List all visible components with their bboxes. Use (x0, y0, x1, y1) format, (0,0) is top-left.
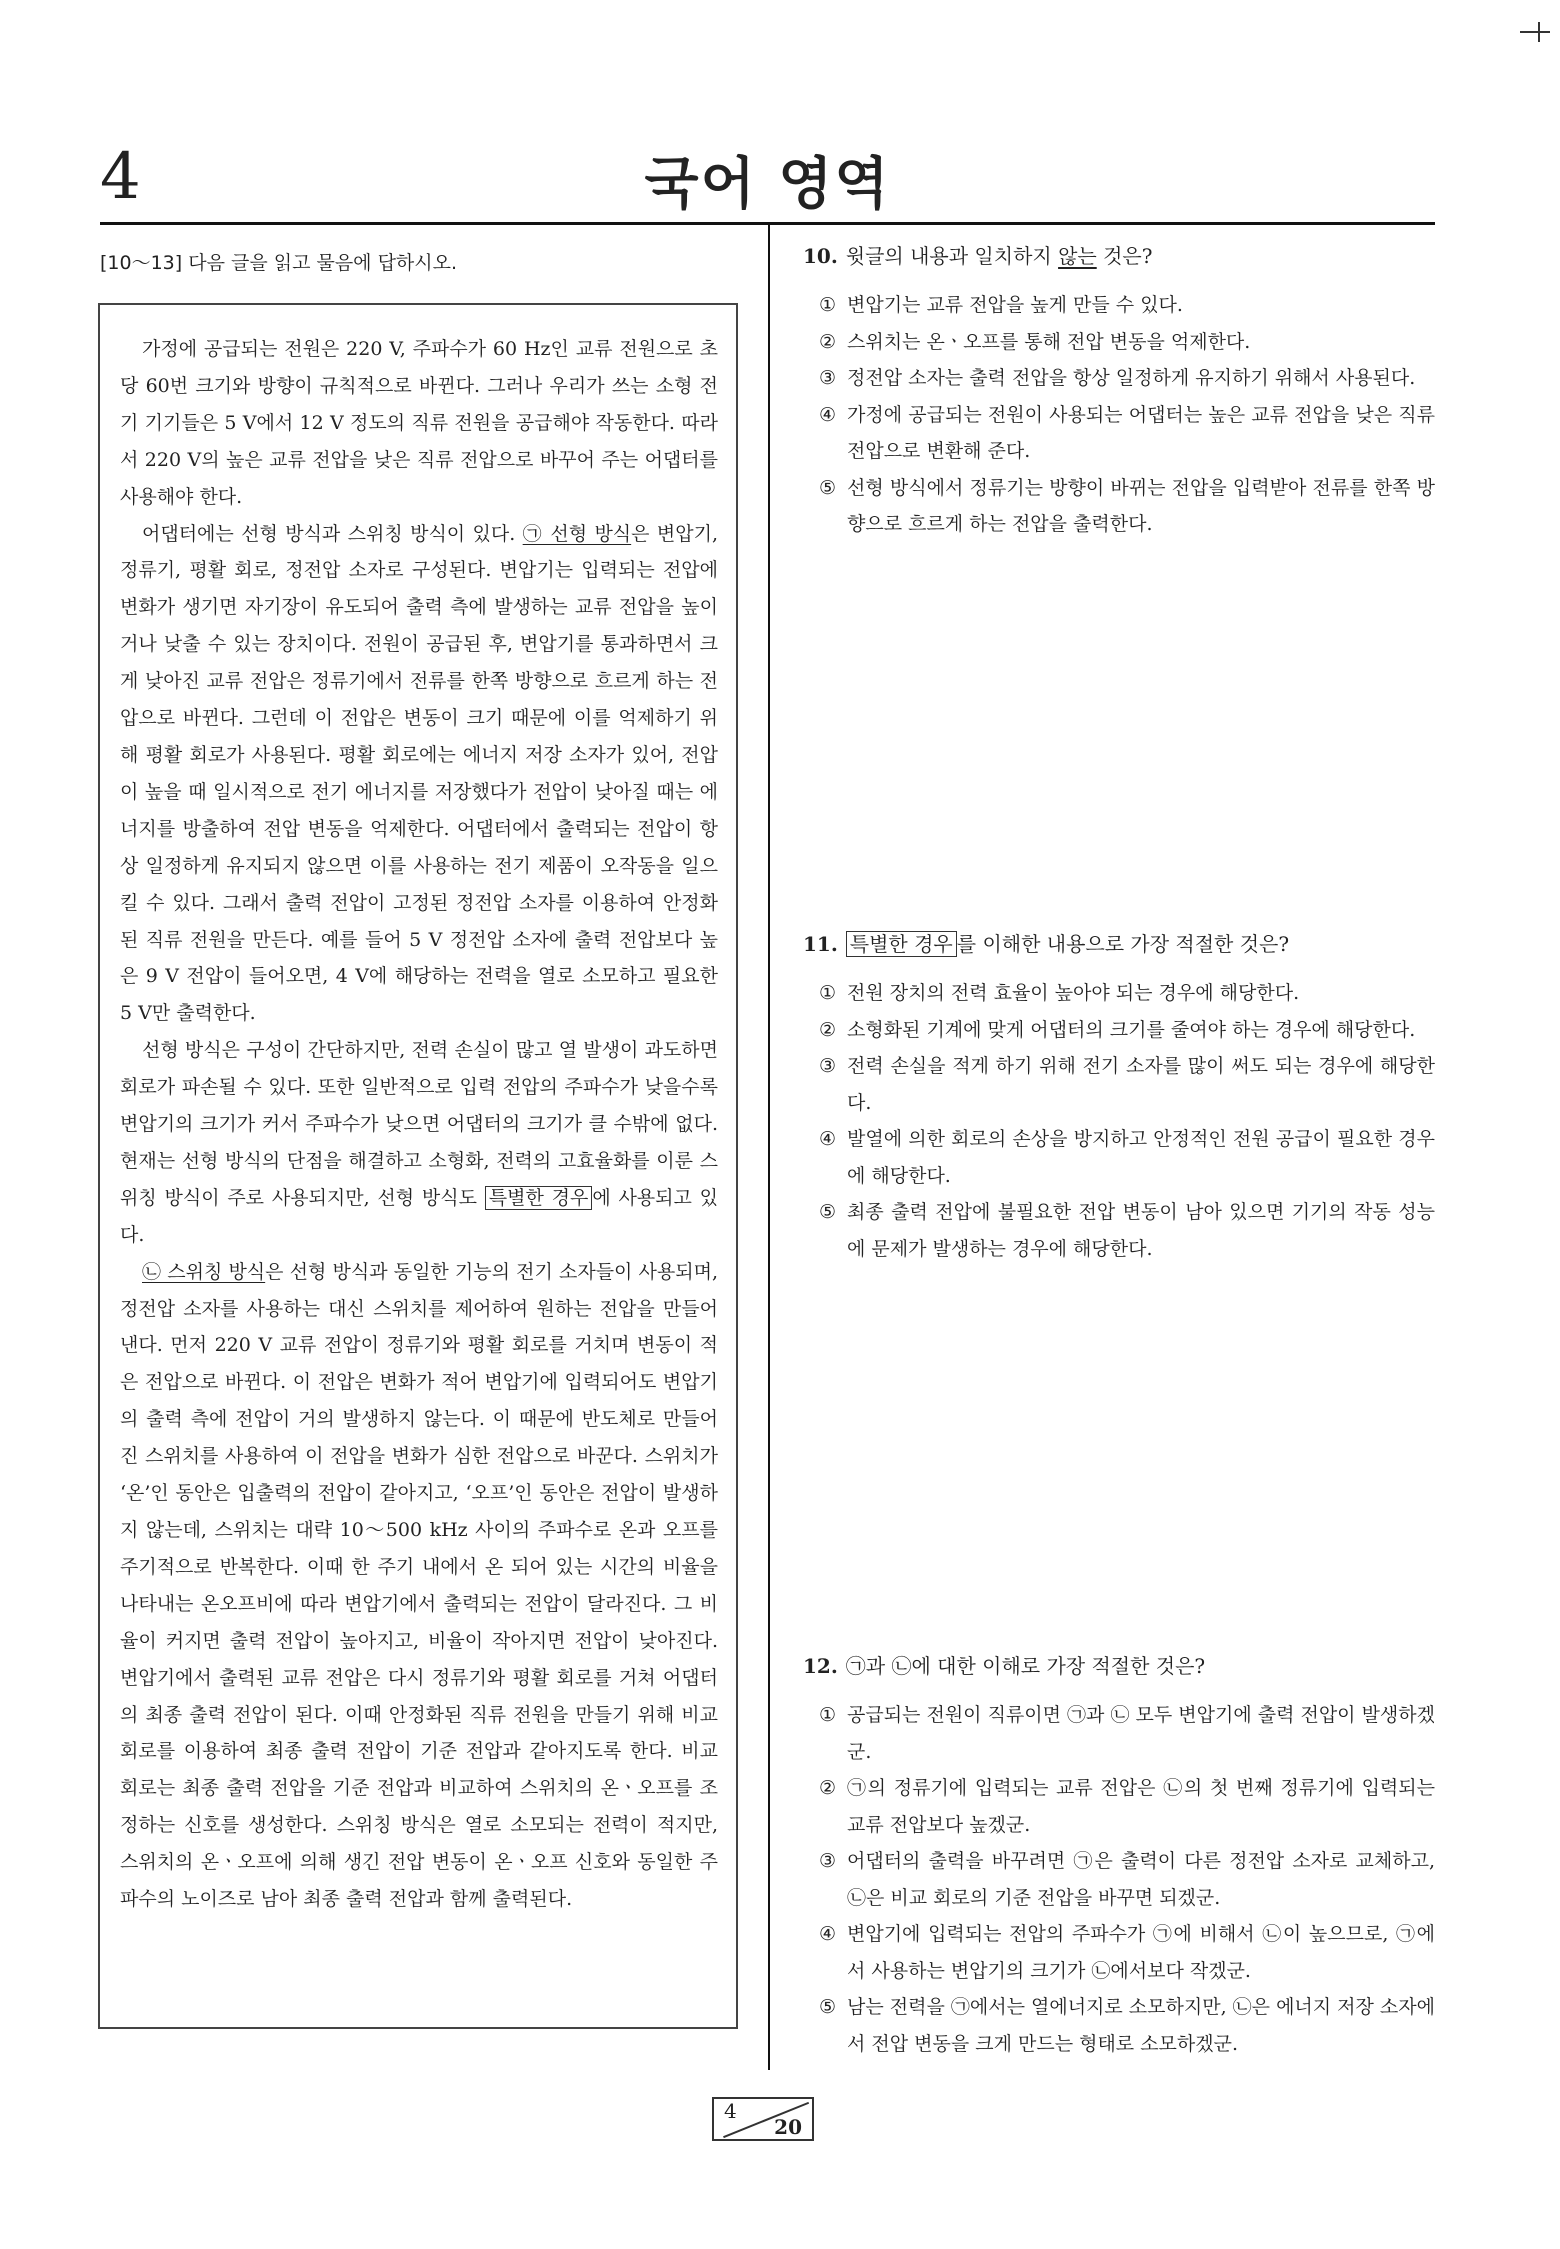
stem-emphasis: 않는 (1058, 244, 1097, 268)
option-marker: ② (819, 1777, 837, 1799)
passage-text: 에 사용되고 있다. (120, 1186, 718, 1246)
page-number: 4 (100, 140, 141, 214)
option-text: 어댑터의 출력을 바꾸려면 ㉠은 출력이 다른 정전압 소자로 교체하고, ㉡은 비교 회로의 기준 전압을 바꾸면 되겠군. (847, 1850, 1435, 1909)
option-marker: ③ (819, 1055, 837, 1077)
question-stem (803, 1650, 1435, 1679)
option-marker: ⑤ (819, 1201, 837, 1223)
option-text: 선형 방식에서 정류기는 방향이 바뀌는 전압을 입력받아 전류를 한쪽 방향으로 흐르게 하는 전압을 출력한다. (847, 476, 1435, 535)
question-number: 12. (803, 1654, 838, 1678)
crop-mark (1520, 22, 1550, 42)
option-4 (819, 397, 1435, 470)
option-text: 공급되는 전원이 직류이면 ㉠과 ㉡ 모두 변압기에 출력 전압이 발생하겠군. (847, 1704, 1435, 1763)
option-5 (819, 470, 1435, 543)
option-4 (819, 1916, 1435, 1989)
option-2 (819, 324, 1435, 361)
option-3 (819, 360, 1435, 397)
stem-boxed-term: 특별한 경우 (846, 931, 957, 957)
instruction: [10～13] 다음 글을 읽고 물음에 답하시오. (100, 252, 458, 274)
question-number: 10. (803, 244, 838, 268)
passage-paragraph-3 (120, 1032, 718, 1253)
passage-text: 은 선형 방식과 동일한 기능의 전기 소자들이 사용되며, 정전압 소자를 사용하는 대신 스위치를 제어하여 원하는 전압을 만들어 낸다. 먼저 220 V 교류 전압이 정류기와 평활 회로를 거치며 변동이 적은 전압으로 바뀐다. 이 전압은 변화가 적어 변압기에 입력되어도 변압기의 출력 측에 전압이 거의 발생하지 않는다. 이 때문에 반도체로 만들어진 스위치를 사용하여 이 전압을 변화가 심한 전압으로 바꾼다. 스위치가 ‘온’인 동안은 입출력의 전압이 같아지고, ‘오프’인 동안은 전압이 발생하지 않는데, 스위치는 대략 10～500 kHz 사이의 주파수로 온과 오프를 주기적으로 반복한다. 이때 한 주기 내에서 온 되어 있는 시간의 비율을 나타내는 온오프비에 따라 변압기에서 출력되는 전압이 달라진다. 그 비율이 커지면 출력 전압이 높아지고, 비율이 작아지면 전압이 낮아진다. 변압기에서 출력된 교류 전압은 다시 정류기와 평활 회로를 거쳐 어댑터의 최종 출력 전압이 된다. 이때 안정화된 직류 전원을 만들기 위해 비교 회로를 이용하여 최종 출력 전압이 기준 전압과 같아지도록 한다. 비교 회로는 최종 출력 전압을 기준 전압과 비교하여 스위치의 온ㆍ오프를 조정하는 신호를 생성한다. 스위칭 방식은 열로 소모되는 전력이 적지만, 스위치의 온ㆍ오프에 의해 생긴 전압 변동이 온ㆍ오프 신호와 동일한 주파수의 노이즈로 남아 최종 출력 전압과 함께 출력된다. (120, 1260, 718, 1911)
passage-paragraph-4 (120, 1254, 718, 1918)
option-2 (819, 1012, 1435, 1049)
option-3 (819, 1843, 1435, 1916)
option-marker: ⑤ (819, 1996, 837, 2018)
reading-passage (98, 303, 738, 2029)
passage-text: 은 변압기, 정류기, 평활 회로, 정전압 소자로 구성된다. 변압기는 입력되는 전압에 변화가 생기면 자기장이 유도되어 출력 측에 발생하는 교류 전압을 높이거나 낮출 수 있는 장치이다. 전원이 공급된 후, 변압기를 통과하면서 크게 낮아진 교류 전압은 정류기에서 전류를 한쪽 방향으로 흐르게 하는 전압으로 바뀐다. 그런데 이 전압은 변동이 크기 때문에 이를 억제하기 위해 평활 회로가 사용된다. 평활 회로에는 에너지 저장 소자가 있어, 전압이 높을 때 일시적으로 전기 에너지를 저장했다가 전압이 낮아질 때는 에너지를 방출하여 전압 변동을 억제한다. 어댑터에서 출력되는 전압이 항상 일정하게 유지되지 않으면 이를 사용하는 전기 제품이 오작동을 일으킬 수 있다. 그래서 출력 전압이 고정된 정전압 소자를 이용하여 안정화된 직류 전원을 만든다. 예를 들어 5 V 정전압 소자에 출력 전압보다 높은 9 V 전압이 들어오면, 4 V에 해당하는 전력을 열로 소모하고 필요한 5 V만 출력한다. (120, 522, 718, 1025)
term-linear-method: ㉠ 선형 방식 (522, 522, 632, 545)
option-text: 전원 장치의 전력 효율이 높아야 되는 경우에 해당한다. (847, 982, 1300, 1004)
option-marker: ⑤ (819, 476, 837, 499)
option-2 (819, 1770, 1435, 1843)
total-pages: 20 (774, 2115, 802, 2139)
passage-paragraph-1: 가정에 공급되는 전원은 220 V, 주파수가 60 Hz인 교류 전원으로 초당 60번 크기와 방향이 규칙적으로 바뀐다. 그러나 우리가 쓰는 소형 전기 기기들은 5 V에서 12 V 정도의 직류 전원을 공급해야 작동한다. 따라서 220 V의 높은 교류 전압을 낮은 직류 전압으로 바꾸어 주는 어댑터를 사용해야 한다. (120, 338, 718, 508)
option-marker: ④ (819, 1128, 837, 1150)
option-marker: ① (819, 982, 837, 1004)
page-counter (712, 2097, 814, 2141)
option-text: 남는 전력을 ㉠에서는 열에너지로 소모하지만, ㉡은 에너지 저장 소자에서 전압 변동을 크게 만드는 형태로 소모하겠군. (847, 1996, 1435, 2055)
term-switching-method: ㉡ 스위칭 방식 (142, 1260, 266, 1283)
current-page: 4 (724, 2099, 737, 2123)
question-stem (803, 240, 1435, 269)
stem-text: 것은? (1096, 244, 1153, 268)
option-marker: ② (819, 330, 837, 353)
passage-paragraph-2 (120, 516, 718, 1033)
option-text: 소형화된 기계에 맞게 어댑터의 크기를 줄여야 하는 경우에 해당한다. (847, 1018, 1416, 1041)
option-marker: ④ (819, 403, 837, 426)
section-title: 국어 영역 (644, 152, 891, 217)
question-10 (803, 240, 1435, 543)
option-marker: ② (819, 1018, 837, 1041)
option-marker: ① (819, 294, 837, 316)
stem-text: 윗글의 내용과 일치하지 (845, 244, 1059, 268)
left-column (98, 248, 738, 2029)
option-1 (819, 1697, 1435, 1770)
term-special-case: 특별한 경우 (485, 1186, 593, 1210)
option-text: 스위치는 온ㆍ오프를 통해 전압 변동을 억제한다. (847, 330, 1251, 353)
question-number: 11. (803, 932, 838, 956)
option-5 (819, 1989, 1435, 2062)
option-marker: ③ (819, 1850, 837, 1872)
option-text: ㉠의 정류기에 입력되는 교류 전압은 ㉡의 첫 번째 정류기에 입력되는 교류 전압보다 높겠군. (847, 1777, 1435, 1836)
question-12 (803, 1650, 1435, 2062)
option-text: 발열에 의한 회로의 손상을 방지하고 안정적인 전원 공급이 필요한 경우에 해당한다. (847, 1128, 1435, 1187)
option-text: 최종 출력 전압에 불필요한 전압 변동이 남아 있으면 기기의 작동 성능에 문제가 발생하는 경우에 해당한다. (847, 1201, 1435, 1260)
option-1 (819, 975, 1435, 1012)
option-marker: ④ (819, 1923, 837, 1945)
passage-text: 선형 방식은 구성이 간단하지만, 전력 손실이 많고 열 발생이 과도하면 회로가 파손될 수 있다. 또한 일반적으로 입력 전압의 주파수가 낮을수록 변압기의 크기가 커서 주파수가 낮으면 어댑터의 크기가 클 수밖에 없다. 현재는 선형 방식의 단점을 해결하고 소형화, 전력의 고효율화를 이룬 스위칭 방식이 주로 사용되지만, 선형 방식도 (120, 1039, 718, 1209)
stem-text: 를 이해한 내용으로 가장 적절한 것은? (956, 932, 1290, 956)
option-marker: ① (819, 1704, 837, 1726)
option-5 (819, 1194, 1435, 1267)
option-4 (819, 1121, 1435, 1194)
option-text: 변압기는 교류 전압을 높게 만들 수 있다. (847, 294, 1183, 316)
passage-text: 어댑터에는 선형 방식과 스위칭 방식이 있다. (142, 522, 523, 545)
question-11 (803, 928, 1435, 1267)
option-text: 정전압 소자는 출력 전압을 항상 일정하게 유지하기 위해서 사용된다. (847, 367, 1416, 389)
option-text: 변압기에 입력되는 전압의 주파수가 ㉠에 비해서 ㉡이 높으므로, ㉠에서 사용하는 변압기의 크기가 ㉡에서보다 작겠군. (847, 1923, 1435, 1982)
stem-text: ㉠과 ㉡에 대한 이해로 가장 적절한 것은? (845, 1654, 1206, 1678)
option-text: 가정에 공급되는 전원이 사용되는 어댑터는 높은 교류 전압을 낮은 직류 전압으로 변환해 준다. (847, 403, 1435, 462)
option-text: 전력 손실을 적게 하기 위해 전기 소자를 많이 써도 되는 경우에 해당한다. (847, 1055, 1435, 1114)
column-divider (768, 225, 770, 2070)
question-stem (803, 928, 1435, 957)
option-3 (819, 1048, 1435, 1121)
option-marker: ③ (819, 367, 837, 389)
page-header (100, 140, 1435, 225)
option-1 (819, 287, 1435, 324)
